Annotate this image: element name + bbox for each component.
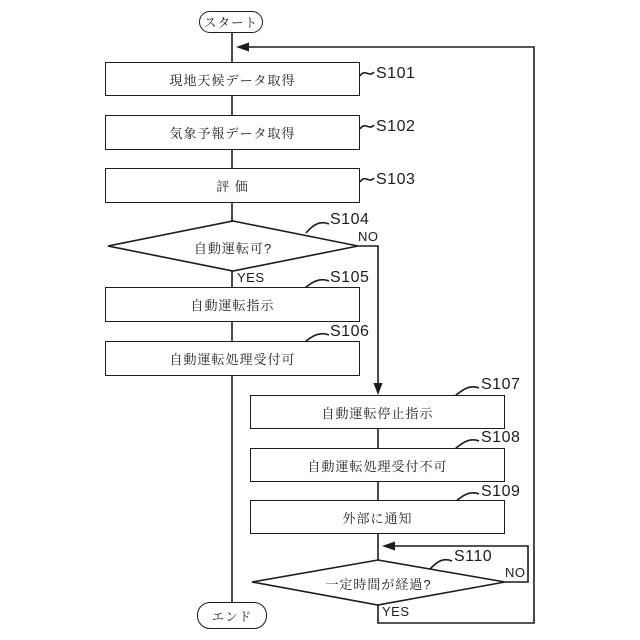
process-s106 (105, 341, 360, 376)
leader-s103 (360, 178, 374, 182)
step-id-s108: S108 (481, 429, 521, 446)
decision-s104-text: 自動運転可? (193, 241, 273, 256)
process-s102 (105, 115, 360, 150)
process-s107 (250, 395, 505, 429)
process-s101-text: 現地天候データ取得 (169, 72, 296, 88)
leader-s101 (360, 72, 374, 76)
step-id-s105: S105 (330, 269, 370, 286)
branch-label-s104-yes: YES (237, 270, 265, 285)
branch-label-s110-yes: YES (382, 604, 410, 619)
process-s103 (105, 168, 360, 203)
step-id-s109: S109 (481, 483, 521, 500)
leader-s102 (360, 125, 374, 129)
process-s109-text: 外部に通知 (342, 510, 413, 526)
step-id-s106: S106 (330, 323, 370, 340)
process-s106-text: 自動運転処理受付可 (169, 352, 296, 367)
process-s108 (250, 448, 505, 482)
end-label: エンド (211, 609, 253, 624)
end-terminal (197, 602, 267, 629)
process-s105-text: 自動運転指示 (190, 298, 275, 313)
process-s109 (250, 500, 505, 534)
process-s102-text: 気象予報データ取得 (169, 126, 296, 141)
step-id-s107: S107 (481, 376, 521, 393)
step-id-s103: S103 (376, 171, 416, 188)
leader-s110 (430, 560, 452, 569)
branch-label-s110-no: NO (505, 565, 526, 580)
step-id-s101: S101 (376, 65, 416, 82)
connector-s104-s107-no (358, 246, 378, 390)
arrowhead-down-icon (374, 383, 383, 395)
process-s101 (105, 62, 360, 96)
start-label: スタート (203, 16, 258, 30)
step-id-s110: S110 (454, 548, 493, 565)
decision-s110-text: 一定時間が経過? (325, 577, 432, 592)
branch-label-s104-no: NO (358, 229, 379, 244)
process-s105 (105, 287, 360, 322)
arrowhead-left-icon (382, 542, 395, 551)
start-terminal (199, 11, 263, 33)
step-id-s102: S102 (376, 118, 416, 135)
process-s103-text: 評 価 (216, 179, 249, 194)
process-s107-text: 自動運転停止指示 (321, 405, 434, 421)
arrowhead-left-icon (236, 43, 249, 52)
leader-s104 (306, 223, 329, 233)
process-s108-text: 自動運転処理受付不可 (307, 458, 448, 474)
step-id-s104: S104 (330, 211, 370, 228)
